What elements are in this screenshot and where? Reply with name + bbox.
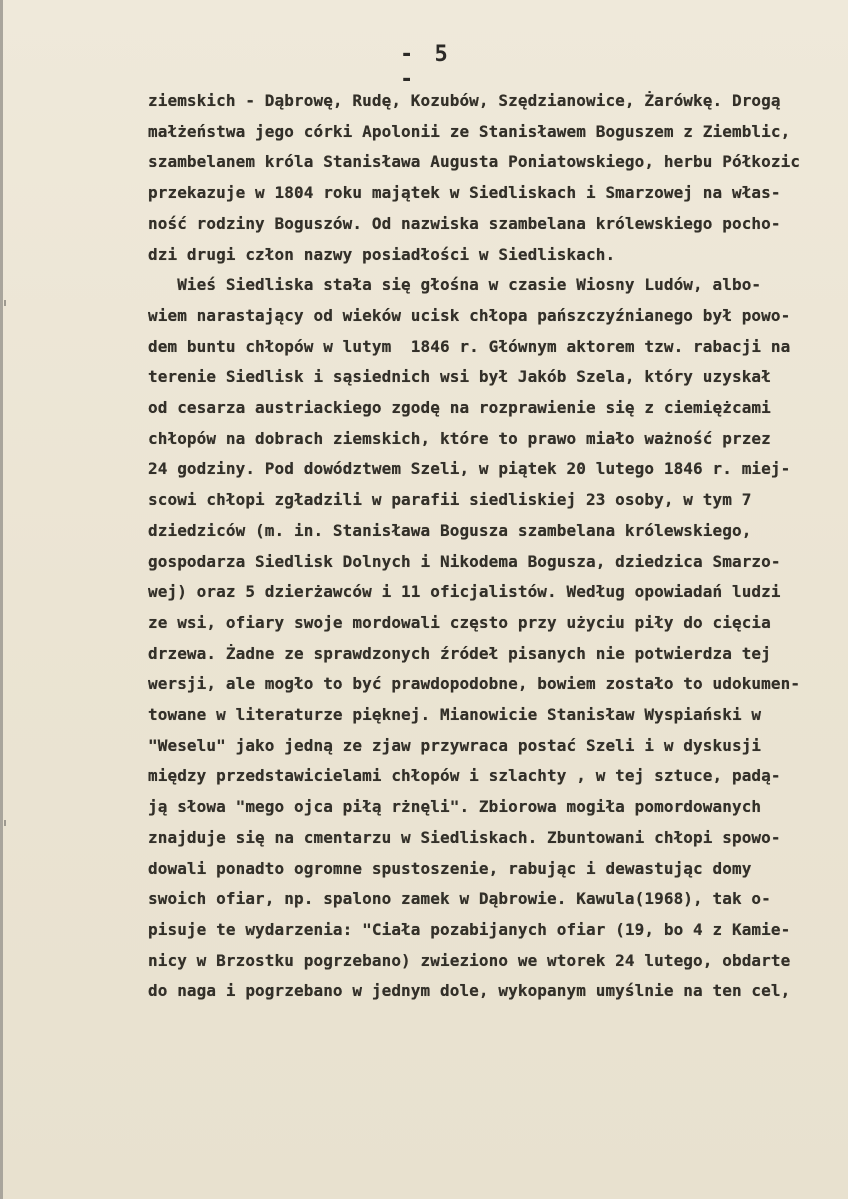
text-line: dowali ponadto ogromne spustoszenie, rabując i dewastując domy <box>148 858 752 878</box>
text-line: dzi drugi człon nazwy posiadłości w Siedliskach. <box>148 244 616 264</box>
text-line: szambelanem króla Stanisława Augusta Poniatowskiego, herbu Półkozic <box>148 152 801 172</box>
text-line: ziemskich - Dąbrowę, Rudę, Kozubów, Szędzianowice, Żarówkę. Drogą <box>148 91 781 110</box>
text-line: swoich ofiar, np. spalono zamek w Dąbrowie. Kawula(1968), tak o- <box>148 889 771 909</box>
text-line: ją słowa "mego ojca piłą rżnęli". Zbiorowa mogiła pomordowanych <box>148 797 762 817</box>
text-line: między przedstawicielami chłopów i szlachty , w tej sztuce, padą- <box>148 766 781 786</box>
text-line: gospodarza Siedlisk Dolnych i Nikodema Bogusza, dziedzica Smarzo- <box>148 551 781 571</box>
text-line: Wieś Siedliska stała się głośna w czasie Wiosny Ludów, albo- <box>148 275 762 295</box>
page-edge-mark <box>4 300 6 306</box>
text-line: scowi chłopi zgładzili w parafii siedliskiej 23 osoby, w tym 7 <box>148 490 752 510</box>
page-number: - 5 - <box>400 42 452 92</box>
text-line: terenie Siedlisk i sąsiednich wsi był Jakób Szela, który uzyskał <box>148 367 771 387</box>
text-line: od cesarza austriackiego zgodę na rozprawienie się z ciemiężcami <box>148 398 771 418</box>
text-line: ność rodziny Boguszów. Od nazwiska szambelana królewskiego pocho- <box>148 213 781 233</box>
page-left-edge <box>0 0 3 1199</box>
text-line: przekazuje w 1804 roku majątek w Siedliskach i Smarzowej na włas- <box>148 183 781 203</box>
text-line: wersji, ale mogło to być prawdopodobne, bowiem zostało to udokumen- <box>148 674 801 694</box>
text-line: pisuje te wydarzenia: "Ciała pozabijanych ofiar (19, bo 4 z Kamie- <box>148 919 791 939</box>
text-line: "Weselu" jako jedną ze zjaw przywraca postać Szeli i w dyskusji <box>148 735 762 755</box>
text-line: wej) oraz 5 dzierżawców i 11 oficjalistów. Według opowiadań ludzi <box>148 582 781 602</box>
text-line: wiem narastający od wieków ucisk chłopa pańszczyźnianego był powo- <box>148 305 791 325</box>
text-line: chłopów na dobrach ziemskich, które to prawo miało ważność przez <box>148 428 771 448</box>
text-line: 24 godziny. Pod dowództwem Szeli, w piątek 20 lutego 1846 r. miej- <box>148 459 791 479</box>
text-line: małżeństwa jego córki Apolonii ze Stanisławem Boguszem z Ziemblic, <box>148 121 791 141</box>
text-line: drzewa. Żadne ze sprawdzonych źródeł pisanych nie potwierdza tej <box>148 643 771 663</box>
text-line: towane w literaturze pięknej. Mianowicie Stanisław Wyspiański w <box>148 705 762 725</box>
page-edge-mark <box>4 820 6 826</box>
text-line: znajduje się na cmentarzu w Siedliskach. Zbuntowani chłopi spowo- <box>148 827 781 847</box>
text-line: nicy w Brzostku pogrzebano) zwieziono we wtorek 24 lutego, obdarte <box>148 950 791 970</box>
text-line: do naga i pogrzebano w jednym dole, wykopanym umyślnie na ten cel, <box>148 981 791 1001</box>
text-line: ze wsi, ofiary swoje mordowali często przy użyciu piły do cięcia <box>148 612 771 632</box>
body-text <box>148 86 844 1007</box>
text-line: dem buntu chłopów w lutym 1846 r. Głównym aktorem tzw. rabacji na <box>148 336 791 356</box>
text-line: dziedziców (m. in. Stanisława Bogusza szambelana królewskiego, <box>148 520 752 540</box>
